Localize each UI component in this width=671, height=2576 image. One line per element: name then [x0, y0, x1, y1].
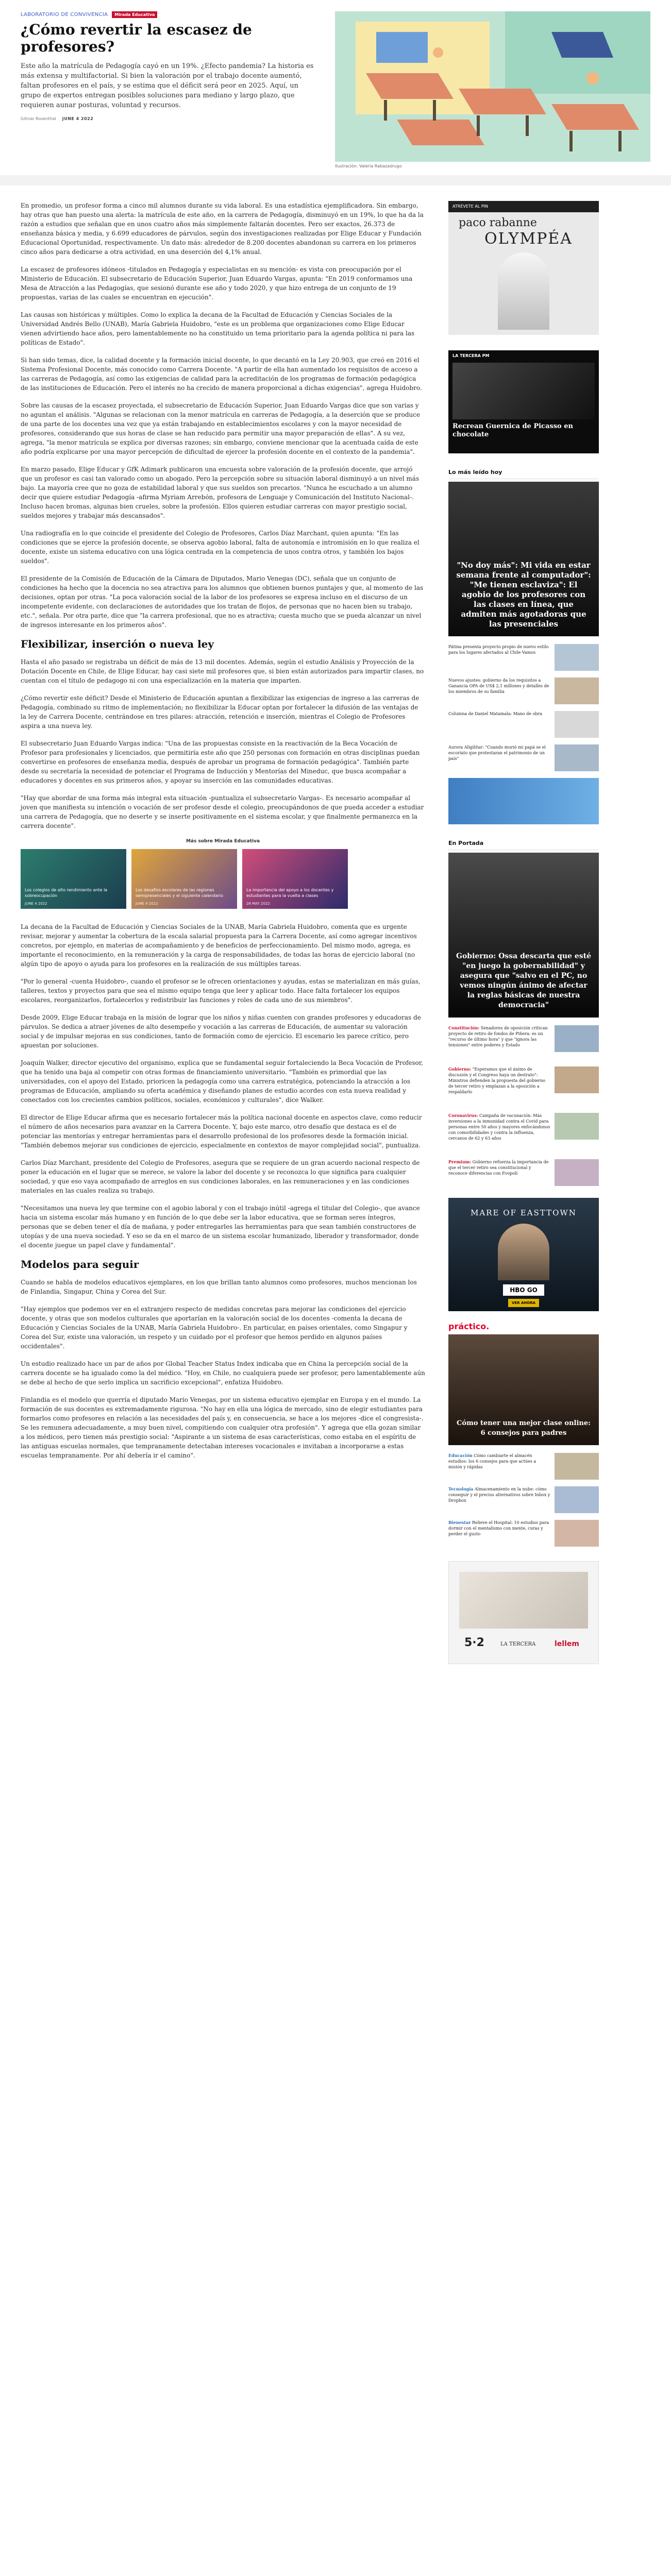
most-read-item-title[interactable]: Aurora Aligilitar: "Cuando murió mi papá se el escoriato que protestaran el patrimonio de un país" [448, 745, 546, 761]
portada-item[interactable] [448, 1066, 599, 1095]
article-paragraph: Desde 2009, Elige Educar trabaja en la misión de lograr que los niños y niñas cuenten con grandes profesores y educadoras de párvulos. Se dedica a atraer jóvenes de alto desempeño y vocación a las carreras de Educación, de aumentar su valoración social y de impulsar mejoras en sus condiciones, tanto de formación como de ejercicio. El escenario les parece crítico, pero apuestan por soluciones. [21, 1014, 421, 1049]
ad-hbo-logo: HBO GO [503, 1284, 544, 1296]
ad-bottom-partner: lellem [555, 1640, 579, 1648]
article-paragraph: "Necesitamos una nueva ley que termine con el agobio laboral y con el trabajo inútil -agrega el titular del Colegio-, que avance hacia un sistema escolar más humano y en función de lo que debe ser la labor educativa, que se forman seres íntegros, personas que se deben tener el día de mañana, y poder entregarles las herramientas para que sean también constructores de utopías y de una nueva sociedad. Y eso se da en el marco de un sistema escolar humanizado, liberador y transformador, donde el docente juegue un papel clave y fundamental". [21, 1205, 420, 1249]
related-articles [21, 839, 425, 909]
section-tag[interactable]: Mirada Educativa [112, 11, 157, 18]
article-section-1 [21, 201, 425, 630]
hero-text-block [21, 11, 320, 121]
portada-item-text[interactable] [448, 1159, 550, 1186]
article-section-2 [21, 657, 425, 831]
practico-item[interactable] [448, 1520, 599, 1547]
most-read-item[interactable] [448, 677, 599, 704]
portada-item-thumb[interactable] [555, 1159, 599, 1186]
practico-item-thumb[interactable] [555, 1453, 599, 1480]
related-cards [21, 849, 425, 909]
ad-perfume-strip: ATRÉVETE AL PIN [448, 201, 599, 212]
article-paragraph: En marzo pasado, Elige Educar y GfK Adimark publicaron una encuesta sobre valoración de la profesión docente, que arrojó que un profesor es casi tan valorado como un abogado. Pero la percepción sobre su situación laboral disminuyó a un nivel más bajo. La mayoría cree que no goza de estabilidad laboral y que sus sueldos son precarios. "Nunca he escuchado a un alumno decir que quiere estudiar Pedagogía -afirma Myriam Arrebón, profesora de Lenguaje y Comunicación del Instituto Nacional-. Incluso hacen bromas, algunas bien crueles, sobre la profesión. Ellos quieren estudiar carreras con mayor prestigio social, sueldos mejores y trabajar más descansados". [21, 466, 420, 519]
article-paragraph: "Hay que abordar de una forma más integral esta situación -puntualiza el subsecretario Vargas-. Es necesario acompañar al joven que manifiesta su intención o vocación de ser profesor desde el colegio, preocupándonos de que pueda acceder a estudiar una carrera de Pedagogía, que no deserte y se inserte positivamente en el sistema escolar, y que finalmente permanezca en la carrera docente". [21, 794, 424, 829]
hero-caption: Ilustración: Valeria Rabazadrugo [335, 164, 402, 168]
practico-item-label: Tecnología [448, 1486, 474, 1492]
portada-item-label: Premium: [448, 1159, 472, 1164]
article-paragraph: "Por lo general -cuenta Huidobro-, cuando el profesor se le ofrecen orientaciones y ayudas, estas se materializan en más guías, talleres, textos y proyectos para que sea el mismo equipo tenga que leer y aplicar todo. Hace falta fortalecer los equipos escolares, reorganizarlos, fortalecerlos y redistribuir las funciones y roles de cada uno de sus miembros". [21, 978, 421, 1004]
article-body [21, 201, 425, 1468]
portada-item-text[interactable] [448, 1025, 550, 1052]
portada-item-title[interactable]: Gobierno refuerza la importancia de que el tercer retiro sea constitucional y reconoce diferencias con Evopoli [448, 1160, 549, 1176]
practico-item-text[interactable] [448, 1453, 550, 1480]
article-hero [0, 0, 671, 175]
article-paragraph: En promedio, un profesor forma a cinco mil alumnos durante su vida laboral. Es una estadística ejemplificadora. Sin embargo, hay otras que han puesto una alerta: la matrícula de este año, en la carrera de Pedagogía, disminuyó en un 19%, lo que ha da la razón a estudios que señalan que en unos cuatro años más simplemente faltarán docentes. Pero ser exactos, 26.373 de enseñanza básica y media, y 6.699 educadores de párvulos, según dos investigaciones realizadas por Elige Educar y Fundación Educacional Oportunidad, respectivamente. Un dato más: alrededor de 8.200 docentes abandonan su carrera en los primeros cinco años para dedicarse a otra actividad, en una deserción del 4,1% anual. [21, 202, 424, 256]
practico-brand[interactable]: práctico. [448, 1321, 490, 1331]
most-read-feature[interactable] [448, 482, 599, 636]
article-paragraph: Un estudio realizado hace un par de años por Global Teacher Status Index indicaba que en China la percepción social de la carrera docente se ha igualado como la del médico. "Hoy, en Chile, no cualquiera puede ser profesor, pero lamentablemente aún se debe al hecho de que serlo implica un sacrificio excepcional", enfatiza Huidobro. [21, 1360, 425, 1386]
article-paragraph: El subsecretario Juan Eduardo Vargas indica: "Una de las propuestas consiste en la reactivación de la Beca Vocación de Profesor para profesionales y licenciados, que permitiría este año que 250 personas con formación en otras disciplinas puedan convertirse en profesores de enseñanza media, después de aprobar un programa de formación pedagógica". También parte desde su secretaría la necesidad de potenciar el Programa de Inducción y Mentorías del Mineduc, que busca acompañar a educadores y docentes en sus primeros años, y apoyar su inserción en las comunidades educativas. [21, 740, 420, 784]
section-kicker[interactable]: LABORATORIO DE CONVIVENCIA [21, 12, 108, 18]
article-paragraph: Una radiografía en lo que coincide el presidente del Colegio de Profesores, Carlos Díaz Marchant, quien apunta: "En las condiciones que se ejerce la profesión docente, se observa agobio laboral, falta de autonomía e intromisión en lo que realiza el docente, existe un sistema educativo con una lógica centrada en la competencia de unos contra otros, y también los bajos sueldos". [21, 530, 420, 565]
article-paragraph: "Hay ejemplos que podemos ver en el extranjero respecto de medidas concretas para mejorar las condiciones del ejercicio docente, y otras que son modelos culturales que aportarían en la valoración social de los docentes -comenta la decana de Educación y Ciencias Sociales de la UNAB, María Gabriela Huidobro-. En particular, en países orientales, como Singapur y Corea del Sur, existe una valoración, un respeto y un cuidado por el profesor que hemos perdido en algunos países occidentales". [21, 1306, 408, 1350]
most-read-item-thumb[interactable] [555, 744, 599, 771]
hero-illustration [335, 11, 650, 162]
portada-item-title[interactable]: Senadores de oposición critican proyecto de retiro de fondos de Piñera: es un "recurso de último hora" y que "ignora las tensiones" entre poderes y Estado [448, 1026, 548, 1047]
ad-perfume[interactable] [448, 201, 599, 335]
ad-hbo-cta[interactable]: VER AHORA [508, 1299, 539, 1307]
author-name[interactable]: Gilmar Rosenthal [21, 116, 56, 121]
portada-item[interactable] [448, 1113, 599, 1141]
content-area [0, 175, 671, 2576]
practico-item-thumb[interactable] [555, 1520, 599, 1547]
most-read-item[interactable] [448, 711, 599, 738]
ad-perfume-figure [498, 252, 549, 330]
most-read-item-thumb[interactable] [555, 644, 599, 671]
portada-item-title[interactable]: Campaña de vacunación: Más inversiones a la inmunidad contra el Covid para personas entre 50 años y mayores enfocándonos con comorbilidades y contra la influenza, cercanos de 62 y 63 años [448, 1113, 550, 1141]
portada-item-thumb[interactable] [555, 1113, 599, 1140]
ad-perfume-brand: paco rabanne [459, 216, 537, 229]
leaderboard-ad-strip [0, 175, 671, 185]
article-section-4 [21, 1278, 425, 1460]
practico-item-label: Bienestar [448, 1520, 471, 1525]
most-read-item[interactable] [448, 644, 599, 671]
article-paragraph: Finlandia es el modelo que querría el diputado Mario Venegas, por un sistema educativo ejemplar en Europa y en el mundo. La formación de sus docentes es extremadamente rigurosa. "No hay en ella una lógica de mercado, sino de elegir estudiantes para formarlos como profesores en relación a las necesidades del país y, en consecuencia, se hace a los mejores -dice el congresista-. Se les remunera adecuadamente, a muy buen nivel, compitiendo con cualquier otra profesión". Y agrega que ella gozan similar a los médicos, pero tienen más prestigio social: "Aspirante a un sistema de esas características, como estaba en el espíritu de las antiguas escuelas normales, que tempranamente detectaban intereses vocacionales e invitaban a incorporarse a estas escuelas tempranamente. Por ahí debería ir el camino". [21, 1396, 424, 1459]
practico-item-title[interactable]: Relieve el Hospital: 10 estudios para dormir con el mentalismo con mente, curas y perder el gusto [448, 1520, 549, 1536]
article-paragraph: Cuando se habla de modelos educativos ejemplares, en los que brillan tanto alumnos como profesores, muchos mencionan los de Finlandia, Singapur, China y Corea del Sur. [21, 1279, 417, 1295]
portada-item[interactable] [448, 1159, 599, 1186]
article-paragraph: La escasez de profesores idóneos -titulados en Pedagogía y especialistas en su mención- es vista con preocupación por el Ministerio de Educación. El subsecretario de Educación Superior, Juan Eduardo Vargas, apunta: "En 2019 conformamos una Mesa de Atracción a las Pedagogías, que sesionó durante ese año y todo 2020, y que hizo entrega de un conjunto de 19 propuestas, varias de las cuales se encuentran en ejecución". [21, 266, 413, 301]
article-title: ¿Cómo revertir la escasez de profesores? [21, 21, 252, 55]
most-read-item-title[interactable]: Pátina presenta proyecto propio de nuevo estilo para los lugares afectados al Chile Vamos [448, 645, 549, 655]
most-read-feature-title[interactable]: "No doy más": Mi vida en estar semana frente al computador": "Me tienen esclaviza": El agobio de los profesores con las clases en línea, que admiten más agotadoras que las presenciales [456, 561, 591, 629]
practico-item-title[interactable]: Cómo cambiarte el almacén estudios: los 6 consejos para que actúes a misión y rápidas [448, 1453, 536, 1469]
most-read-item[interactable] [448, 744, 599, 771]
portada-item[interactable] [448, 1025, 599, 1052]
subheading-modelos: Modelos para seguir [21, 1258, 139, 1270]
practico-item-text[interactable] [448, 1520, 550, 1547]
portada-item-label: Constitución: [448, 1025, 480, 1030]
most-read-item-title[interactable]: Columna de Daniel Matamala: Mano de obra [448, 711, 543, 716]
related-articles-title: Más sobre Mirada Educativa [186, 839, 260, 844]
article-paragraph: Si han sido temas, dice, la calidad docente y la formación inicial docente, lo que decantó en la Ley 20.903, que creó en 2016 el Sistema Profesional Docente, más conocido como Carrera Docente. "A partir de ella han aumentado los requisitos de acceso a las carreras de Pedagogía, así como las exigencias de calidad para la acreditación de los programas de formación pedagógica de las instituciones de Educación. Pero el interés no ha crecido de manera proporcional a dichas exigencias", agrega Huidobro. [21, 357, 422, 392]
ad-bottom-brand: LA TERCERA [500, 1641, 536, 1647]
portada-item-title[interactable]: "Esperamos que el ánimo de discusión y el Congreso haya un destrato": Ministros defienden la propuesta del gobierno de tercer retiro y emplazan a la oposición a respaldarlo [448, 1067, 546, 1094]
related-card-date: 28 MAY 2022 [246, 902, 270, 906]
ad-bottom-price: 5·2 [464, 1636, 484, 1649]
most-read-item-title[interactable]: Nuevos ajustes: gobierno da los requisitos a Ganancia OPA de US$ 2,1 millones y detalles de los miembros de su familia [448, 678, 549, 694]
practico-item[interactable] [448, 1486, 599, 1513]
practico-item[interactable] [448, 1453, 599, 1480]
article-paragraph: Hasta el año pasado se registraba un déficit de más de 13 mil docentes. Además, según el estudio Análisis y Proyección de la Dotación Docente en Chile, de Elige Educar, hay casi siete mil profesores que, si bien están autorizados para impartir clases, no cuentan con el título de pedagogo ni con una especialización en la materia que imparten. [21, 658, 424, 684]
ad-bottom[interactable] [448, 1561, 599, 1664]
related-card[interactable] [21, 849, 126, 909]
practico-item-label: Educación [448, 1453, 473, 1458]
article-paragraph: ¿Cómo revertir este déficit? Desde el Ministerio de Educación apuntan a flexibilizar las exigencias de ingreso a las carreras de Pedagogía, combinado su ritmo de implementación; no flexibilizar la Educar optan por fortalecer la difusión de las ventajas de la ley de Carrera Docente, centrándose en tres pilares: atracción, retención e inserción, mientras el Colegio de Profesores aspira a una nueva ley. [21, 694, 420, 730]
article-section-3 [21, 922, 425, 1250]
portada-item-label: Coronavirus: [448, 1113, 478, 1118]
portada-item-text[interactable] [448, 1113, 550, 1141]
en-portada-heading: En Portada [448, 840, 599, 850]
portada-item-thumb[interactable] [555, 1066, 599, 1093]
article-paragraph: La decana de la Facultad de Educación y Ciencias Sociales de la UNAB, María Gabriela Huidobro, comenta que es urgente revisar, mejorar y aumentar la cobertura de la escala salarial propuesta para la Carrera Docente, así como agregar incentivos concretos, por ejemplo, en materias de acompañamiento y de beneficios de perfeccionamiento. Del mismo modo, agrega, es importante el reconocimiento, en la remuneración y la carga de responsabilidades, de todas las horas de ejercicio laboral (no algún tipo de apoyo o ayuda para los profesores en la realización de sus múltiples tareas. [21, 923, 417, 968]
portada-item-label: Gobierno: [448, 1066, 472, 1072]
practico-item-thumb[interactable] [555, 1486, 599, 1513]
related-card-date: JUNE 4 2022 [136, 902, 158, 906]
ad-latercera-pm[interactable] [448, 350, 599, 453]
ad-banner-blue[interactable] [448, 778, 599, 824]
practico-item-title[interactable]: Almacenamiento en la nube: cómo conseguir y el precios alternativos sobre Inbox y Dropbox [448, 1487, 550, 1503]
portada-item-text[interactable] [448, 1066, 550, 1095]
kicker-row [21, 11, 320, 18]
ad-latercera-image [452, 363, 595, 419]
related-card-date: JUNE 4 2022 [25, 902, 47, 906]
related-card-title[interactable]: Los colegios de alto rendimiento ante la sobreocupación [25, 888, 108, 898]
related-card[interactable] [242, 849, 348, 909]
article-paragraph: Joaquín Walker, director ejecutivo del organismo, explica que se fundamental seguir fortaleciendo la Beca Vocación de Profesor, que ha tenido una baja al competir con otras formas de financiamiento universitario. "También es primordial que las universidades, con el apoyo del Estado, prioricen la pedagogía como una carrera estratégica, potenciando la atracción a los programas de Educación, ampliando su oferta académica y diseñando planes de estudio acordes con esta nueva realidad y conectados con los crecientes cambios políticos, sociales, económicos y culturales", dice Walker. [21, 1059, 423, 1104]
practico-feature[interactable] [448, 1334, 599, 1445]
most-read-item-thumb[interactable] [555, 677, 599, 704]
article-paragraph: Las causas son históricas y múltiples. Como lo explica la decana de la Facultad de Educación y Ciencias Sociales de la Universidad Andrés Bello (UNAB), María Gabriela Huidobro, "este es un problema que organizaciones como Elige Educar vienen advirtiendo hace años, pero lamentablemente no ha constituido un tema prioritario para la agenda política ni para las políticas de Estado". [21, 311, 415, 346]
article-paragraph: Carlos Díaz Marchant, presidente del Colegio de Profesores, asegura que se requiere de un gran acuerdo nacional respecto de poner la educación en el lugar que se merece, se valore la labor del docente y se reconozca lo que significa para cualquier sociedad, y que eso vaya acompañado de arreglos en sus condiciones laborales, en las remuneraciones y en las condiciones materiales en las cuales realiza su trabajo. [21, 1159, 420, 1194]
most-read-heading: Lo más leído hoy [448, 469, 599, 479]
practico-item-text[interactable] [448, 1486, 550, 1513]
sidebar [448, 201, 599, 2576]
portada-item-thumb[interactable] [555, 1025, 599, 1052]
article-paragraph: El director de Elige Educar afirma que es necesario fortalecer más la política nacional docente en aspectos clave, como reducir el número de años necesarios para avanzar en la Carrera Docente. Y, bajo este marco, otro desafío que destaca es el de potenciar las mentorías y entregar herramientas para el desarrollo profesional de los profesores desde la formación inicial. "También debemos mejorar sus condiciones de ejercicio, especialmente en contextos de mayor complejidad social", puntualiza. [21, 1114, 422, 1149]
ad-hbo-title: MARE OF EASTTOWN [471, 1208, 577, 1217]
ad-perfume-product: OLYMPÉA [484, 230, 573, 248]
related-card[interactable] [131, 849, 237, 909]
article-lead: Este año la matrícula de Pedagogía cayó en un 19%. ¿Efecto pandemia? La historia es más extensa y multifactorial. Si bien la valoración por el trabajo docente aumentó, faltan profesores en el país, y se estima que el déficit será peor en 2025. Aquí, un grupo de expertos entregan posibles soluciones para mediano y largo plazo, que requieren aunar posturas, voluntad y recursos. [21, 62, 314, 109]
article-paragraph: Sobre las causas de la escasez proyectada, el subsecretario de Educación Superior, Juan Eduardo Vargas dice que son varias y no aguntan el análisis. "Algunas se relacionan con la menor matrícula en carreras de Pedagogía, a la deserción que se produce de una parte de los docentes una vez que ya están trabajando en establecimientos escolares y con la mayor necesidad de profesores, considerando que sus horas de clase se han reducido para permitir una mayor preparación de ellas". A su vez, agrega, "la menor matrícula se explica por diversas razones; sin embargo, conviene mencionar que la acentuada caída de este año podría explicarse por una mayor percepción de dificultad de ejercer la profesión docente en el contexto de la pandemia". [21, 402, 421, 455]
ad-hbo-figure [498, 1224, 549, 1280]
ad-latercera-text: Recrean Guernica de Picasso en chocolate [452, 422, 573, 438]
byline [21, 116, 320, 121]
portada-feature[interactable] [448, 853, 599, 1018]
related-card-title[interactable]: Los desafíos escolares de las regiones semipresenciales y el siguiente calendario [136, 888, 223, 898]
publish-date: JUNE 4 2022 [62, 116, 94, 121]
ad-latercera-label: LA TERCERA PM [452, 353, 490, 358]
ad-bottom-image [459, 1572, 588, 1629]
related-card-title[interactable]: La importancia del apoyo a los docentes y estudiantes para la vuelta a clases [246, 888, 334, 898]
ad-hbo[interactable] [448, 1198, 599, 1311]
portada-feature-title[interactable]: Gobierno: Ossa descarta que esté "en juego la gobernabilidad" y asegura que "salvo en el PC, no vemos ningún ánimo de afectar la reglas básicas de nuestra democracia" [456, 952, 592, 1009]
subheading-flexibilizar: Flexibilizar, inserción o nueva ley [21, 638, 214, 650]
practico-feature-title[interactable]: Cómo tener una mejor clase online: 6 consejos para padres [457, 1419, 591, 1437]
most-read-item-thumb[interactable] [555, 711, 599, 738]
article-paragraph: El presidente de la Comisión de Educación de la Cámara de Diputados, Mario Venegas (DC), señala que un conjunto de condiciones ha hecho que la docencia no sea atractiva para los alumnos que obtienen buenos puntajes y que, al momento de las decisiones, optan por otras. "La poca valoración social de la labor de los profesores se expresa incluso en el discurso de un incompetente evidente, con declaraciones de autoridades que los tratan de flojos, de personas que no hacen bien su trabajo, etc.", señala. Por otra parte, dice que "la carrera profesional, que no es atractiva; cuesta mucho que se pueda alcanzar un nivel de ingresos interesante en los primeros años". [21, 575, 424, 629]
